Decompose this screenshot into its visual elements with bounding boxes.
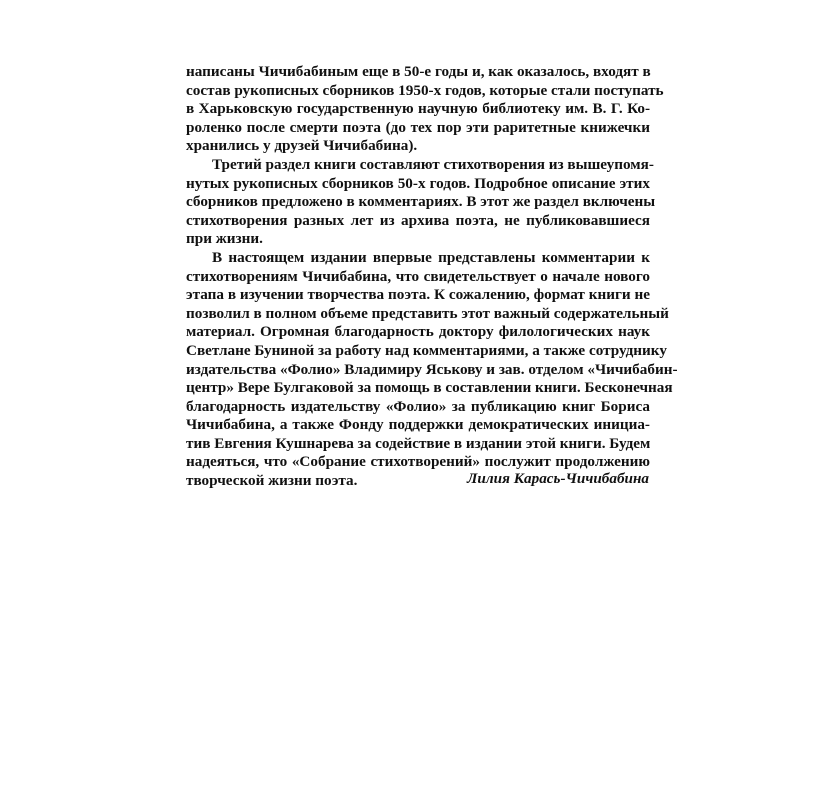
text-line: сборников предложено в комментариях. В этот же раздел включены [186,193,656,211]
text-line: этапа в изучении творчества поэта. К сожалению, формат книги не [186,286,650,304]
text-line: благодарность издательству «Фолио» за публикацию книг Бориса [186,397,650,415]
text-line: надеяться, что «Собрание стихотворений» послужит продолжению [186,453,650,471]
paragraph [186,155,656,249]
text-line: при жизни. [186,230,263,248]
text-line: состав рукописных сборников 1950-х годов, которые стали поступать [186,81,664,99]
text-line: роленко после смерти поэта (до тех пор эти раритетные книжечки [186,118,650,136]
text-line: В настоящем издании впервые представлены комментарии к [212,248,650,266]
text-line: стихотворениям Чичибабина, что свидетельствует о начале нового [186,267,650,285]
body-text [186,63,678,491]
text-line: центр» Вере Булгаковой за помощь в составлении книги. Бесконечная [186,379,673,397]
text-line: нутых рукописных сборников 50-х годов. Подробное описание этих [186,174,650,192]
text-line: позволил в полном объеме представить этот важный содержательный [186,304,669,322]
text-line: материал. Огромная благодарность доктору филологических наук [186,323,650,341]
text-line: стихотворения разных лет из архива поэта, не публиковавшиеся [186,211,650,229]
text-line: Чичибабина, а также Фонду поддержки демократических инициа- [186,416,650,434]
text-line: в Харьковскую государственную научную библиотеку им. В. Г. Ко- [186,100,650,118]
text-line: Светлане Буниной за работу над комментариями, а также сотруднику [186,341,667,359]
paragraph [186,248,678,491]
text-line: написаны Чичибабиным еще в 50-е годы и, как оказалось, входят в [186,63,651,80]
paragraph [186,63,664,156]
author-signature: Лилия Карась-Чичибабина [467,470,649,487]
text-line: тив Евгения Кушнарева за содействие в издании этой книги. Будем [186,434,651,452]
text-line: Третий раздел книги составляют стихотворения из вышеупомя- [212,155,654,173]
text-line: творческой жизни поэта. [186,472,358,490]
text-line: хранились у друзей Чичибабина). [186,137,418,155]
text-line: издательства «Фолио» Владимиру Яськову и зав. отделом «Чичибабин- [186,360,678,378]
